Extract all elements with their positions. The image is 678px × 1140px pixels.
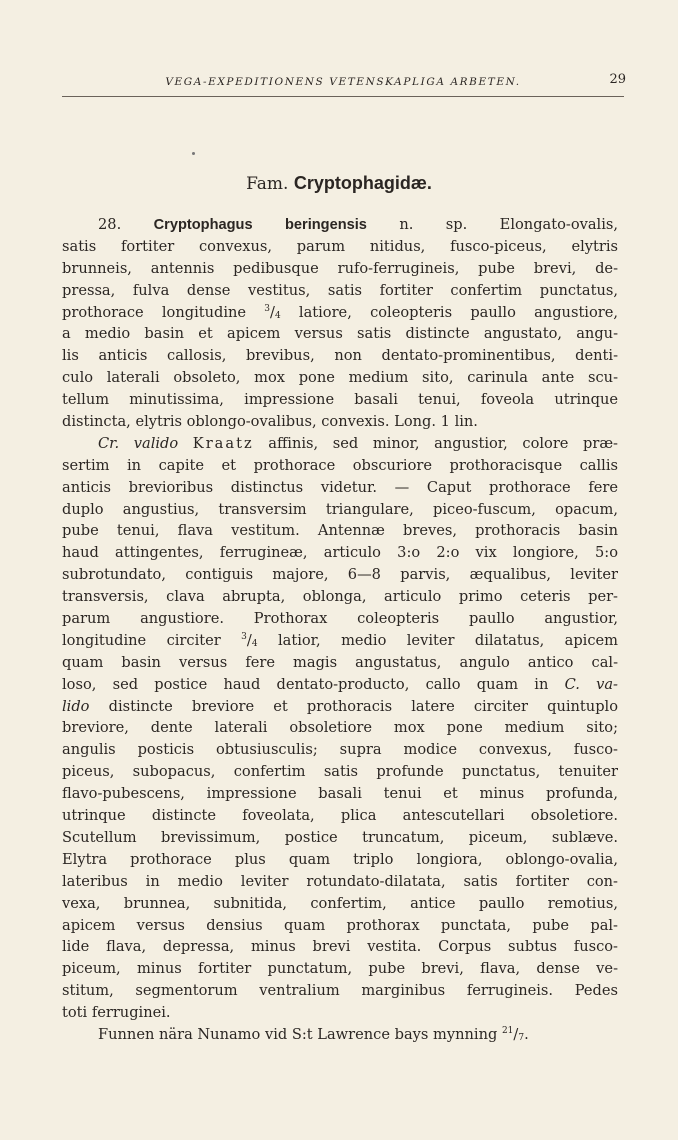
text-line: prothorace longitudine $^3/_4$ latiore, coleopteris paullo angustiore, [62,303,619,321]
text-line: a medio basin et apicem versus satis distincte angustato, angu- [62,325,618,343]
species-reference: C. va- [564,675,618,693]
ink-speck [192,152,195,155]
text-line: quam basin versus fere magis angustatus, angulo antico cal- [62,653,618,671]
text-line: stitum, segmentorum ventralium marginibus ferrugineis. Pedes [62,982,618,1000]
date-day: 21 [501,1025,514,1036]
family-prefix: Fam. [246,174,289,194]
text-line: Scutellum brevissimum, postice truncatum, piceum, sublæve. [62,828,618,846]
text-line: lido distincte breviore et prothoracis latere circiter quintuplo [62,697,618,715]
text-line: duplo angustius, transversim triangulare, piceo-fuscum, opacum, [62,500,618,518]
text-line: vexa, brunnea, subnitida, confertim, antice paullo remotius, [62,894,618,912]
species-epithet: beringensis [284,217,367,233]
text-line: angulis posticis obtusiusculis; supra modice convexus, fusco- [62,741,618,759]
species-genus: Cryptophagus [153,217,253,233]
text-line: apicem versus densius quam prothorax punctata, pube pal- [62,916,618,934]
text-line: 28. Cryptophagus beringensis n. sp. Elongato-ovalis, [98,216,619,233]
text-line: subrotundato, contiguis majore, 6—8 parvis, æqualibus, leviter [62,566,618,584]
text-line: piceus, subopacus, confertim satis profunde punctatus, tenuiter [62,763,618,781]
fraction-denominator: 4 [251,638,258,649]
text-line: loso, sed postice haud dentato-producto, callo quam in C. va- [62,675,618,693]
species-reference: Cr. valido [98,434,179,452]
text-line: haud attingentes, ferrugineæ, articulo 3:o 2:o vix longiore, 5:o [62,544,618,562]
text-line: utrinque distincte foveolata, plica antescutellari obsoletiore. [62,807,618,825]
text-line: distincta, elytris oblongo-ovalibus, convexis. Long. 1 lin. [62,413,478,431]
new-species-mark: n. sp. [399,216,468,233]
text-line: transversis, clava abrupta, oblonga, articulo primo ceteris per- [62,588,618,606]
text-line: brunneis, antennis pedibusque rufo-ferrugineis, pube brevi, de- [62,259,618,277]
family-name: Cryptophagidæ. [293,173,432,193]
text-line: breviore, dente laterali obsoletiore mox pone medium sito; [62,719,618,737]
header-rule [62,96,624,97]
text-line: Cr. valido Kraatz affinis, sed minor, angustior, colore præ- [98,434,618,452]
running-header [60,72,626,94]
fraction-numerator: 3 [264,303,271,314]
date-month: 7 [518,1032,525,1043]
text-line: anticis brevioribus distinctus videtur. — Caput prothorace fere [62,478,618,496]
text-line: tellum minutissima, impressione basali tenui, foveola utrinque [62,391,618,409]
text-line: satis fortiter convexus, parum nitidus, fusco-piceus, elytris [62,237,618,255]
text-line: pressa, fulva dense vestitus, satis fortiter confertim punctatus, [62,281,618,299]
page-number: 29 [609,72,626,87]
locality-line: Funnen nära Nunamo vid S:t Lawrence bays mynning $^{21}/_7$. [98,1025,529,1043]
family-heading [0,173,678,194]
text-line: lis anticis callosis, brevibus, non dentato-prominentibus, denti- [62,347,618,365]
fraction-denominator: 4 [274,310,281,321]
text-line: parum angustiore. Prothorax coleopteris paullo angustior, [62,610,618,628]
text-line: sertim in capite et prothorace obscuriore prothoracisque callis [62,456,618,474]
species-reference: lido [62,697,90,715]
running-title: VEGA-EXPEDITIONENS VETENSKAPLIGA ARBETEN. [165,76,521,88]
text-line: toti ferruginei. [62,1004,171,1022]
text-line: Elytra prothorace plus quam triplo longiora, oblongo-ovalia, [62,850,618,868]
fraction-numerator: 3 [241,631,247,642]
text-line: flavo-pubescens, impressione basali tenui et minus profunda, [62,785,618,803]
text-line: lide flava, depressa, minus brevi vestita. Corpus subtus fusco- [62,938,618,956]
text-line: culo laterali obsoleto, mox pone medium sito, carinula ante scu- [62,369,618,387]
text-line: lateribus in medio leviter rotundato-dilatata, satis fortiter con- [62,872,618,890]
text-line: longitudine circiter $^3/_4$ latior, medio leviter dilatatus, apicem [62,631,618,649]
species-description [62,214,618,1046]
text-line: pube tenui, flava vestitum. Antennæ breves, prothoracis basin [62,522,618,540]
species-number: 28. [98,216,122,233]
text-line: piceum, minus fortiter punctatum, pube brevi, flava, dense ve- [62,960,618,978]
author-name: Kraatz [192,434,254,452]
